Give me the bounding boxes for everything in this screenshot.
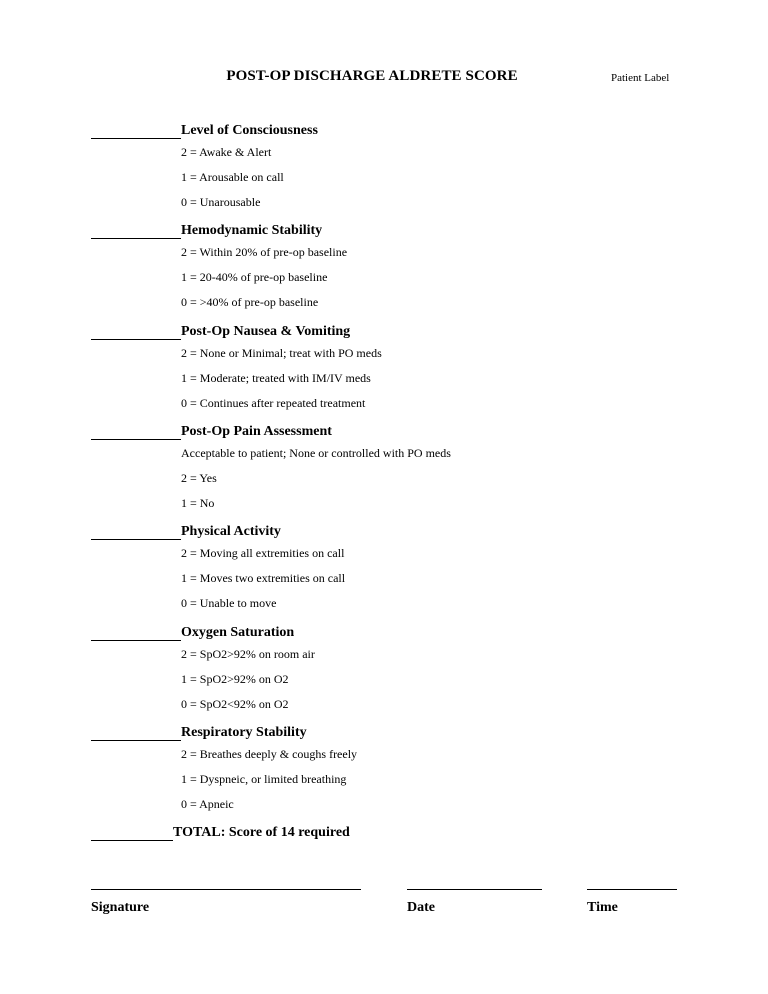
- option-item: 1 = Dyspneic, or limited breathing: [181, 772, 347, 786]
- score-blank[interactable]: [91, 425, 181, 440]
- patient-label: Patient Label: [611, 72, 670, 84]
- option-item: 0 = Continues after repeated treatment: [181, 396, 366, 410]
- time-label: Time: [587, 900, 618, 915]
- section-heading: Oxygen Saturation: [181, 625, 295, 640]
- section-heading: Hemodynamic Stability: [181, 223, 323, 238]
- option-item: 2 = Yes: [181, 471, 217, 485]
- option-item: 0 = Unable to move: [181, 596, 277, 610]
- total-row: [91, 823, 691, 841]
- option-item: 2 = Breathes deeply & coughs freely: [181, 747, 358, 761]
- score-blank[interactable]: [91, 124, 181, 139]
- section-heading: Level of Consciousness: [181, 123, 318, 138]
- option-item: 1 = 20-40% of pre-op baseline: [181, 270, 328, 284]
- option-item: 2 = None or Minimal; treat with PO meds: [181, 346, 382, 360]
- score-blank[interactable]: [91, 626, 181, 641]
- signature-label: Signature: [91, 900, 150, 915]
- option-item: 2 = Moving all extremities on call: [181, 546, 345, 560]
- section-heading: Post-Op Pain Assessment: [181, 424, 332, 439]
- time-line[interactable]: [587, 888, 677, 890]
- section-heading: Physical Activity: [181, 524, 281, 539]
- section-physical-activity: [91, 522, 691, 616]
- section-heading: Post-Op Nausea & Vomiting: [181, 324, 351, 339]
- score-blank[interactable]: [91, 325, 181, 340]
- option-item: 2 = Awake & Alert: [181, 145, 272, 159]
- section-level-of-consciousness: [91, 121, 691, 215]
- score-blank[interactable]: [91, 726, 181, 741]
- section-pain-assessment: [91, 422, 691, 516]
- section-hemodynamic-stability: [91, 221, 691, 315]
- option-item: 0 = Unarousable: [181, 195, 261, 209]
- option-item: 2 = SpO2>92% on room air: [181, 647, 315, 661]
- option-item: 0 = Apneic: [181, 797, 234, 811]
- page-title: POST-OP DISCHARGE ALDRETE SCORE: [226, 68, 518, 84]
- option-item: 1 = No: [181, 496, 215, 510]
- score-blank[interactable]: [91, 525, 181, 540]
- score-blank[interactable]: [91, 224, 181, 239]
- option-item: Acceptable to patient; None or controlled with PO meds: [181, 446, 451, 460]
- total-score-blank[interactable]: [91, 826, 173, 841]
- section-nausea-vomiting: [91, 322, 691, 416]
- option-item: 1 = Moves two extremities on call: [181, 571, 346, 585]
- date-label: Date: [407, 900, 435, 915]
- date-line[interactable]: [407, 888, 542, 890]
- option-item: 1 = Moderate; treated with IM/IV meds: [181, 371, 371, 385]
- section-oxygen-saturation: [91, 623, 691, 717]
- option-item: 0 = SpO2<92% on O2: [181, 697, 289, 711]
- option-item: 2 = Within 20% of pre-op baseline: [181, 245, 348, 259]
- total-label: TOTAL: Score of 14 required: [173, 825, 350, 840]
- option-item: 1 = Arousable on call: [181, 170, 284, 184]
- option-item: 0 = >40% of pre-op baseline: [181, 295, 319, 309]
- option-item: 1 = SpO2>92% on O2: [181, 672, 289, 686]
- signature-line[interactable]: [91, 888, 361, 890]
- section-respiratory-stability: [91, 723, 691, 817]
- section-heading: Respiratory Stability: [181, 725, 307, 740]
